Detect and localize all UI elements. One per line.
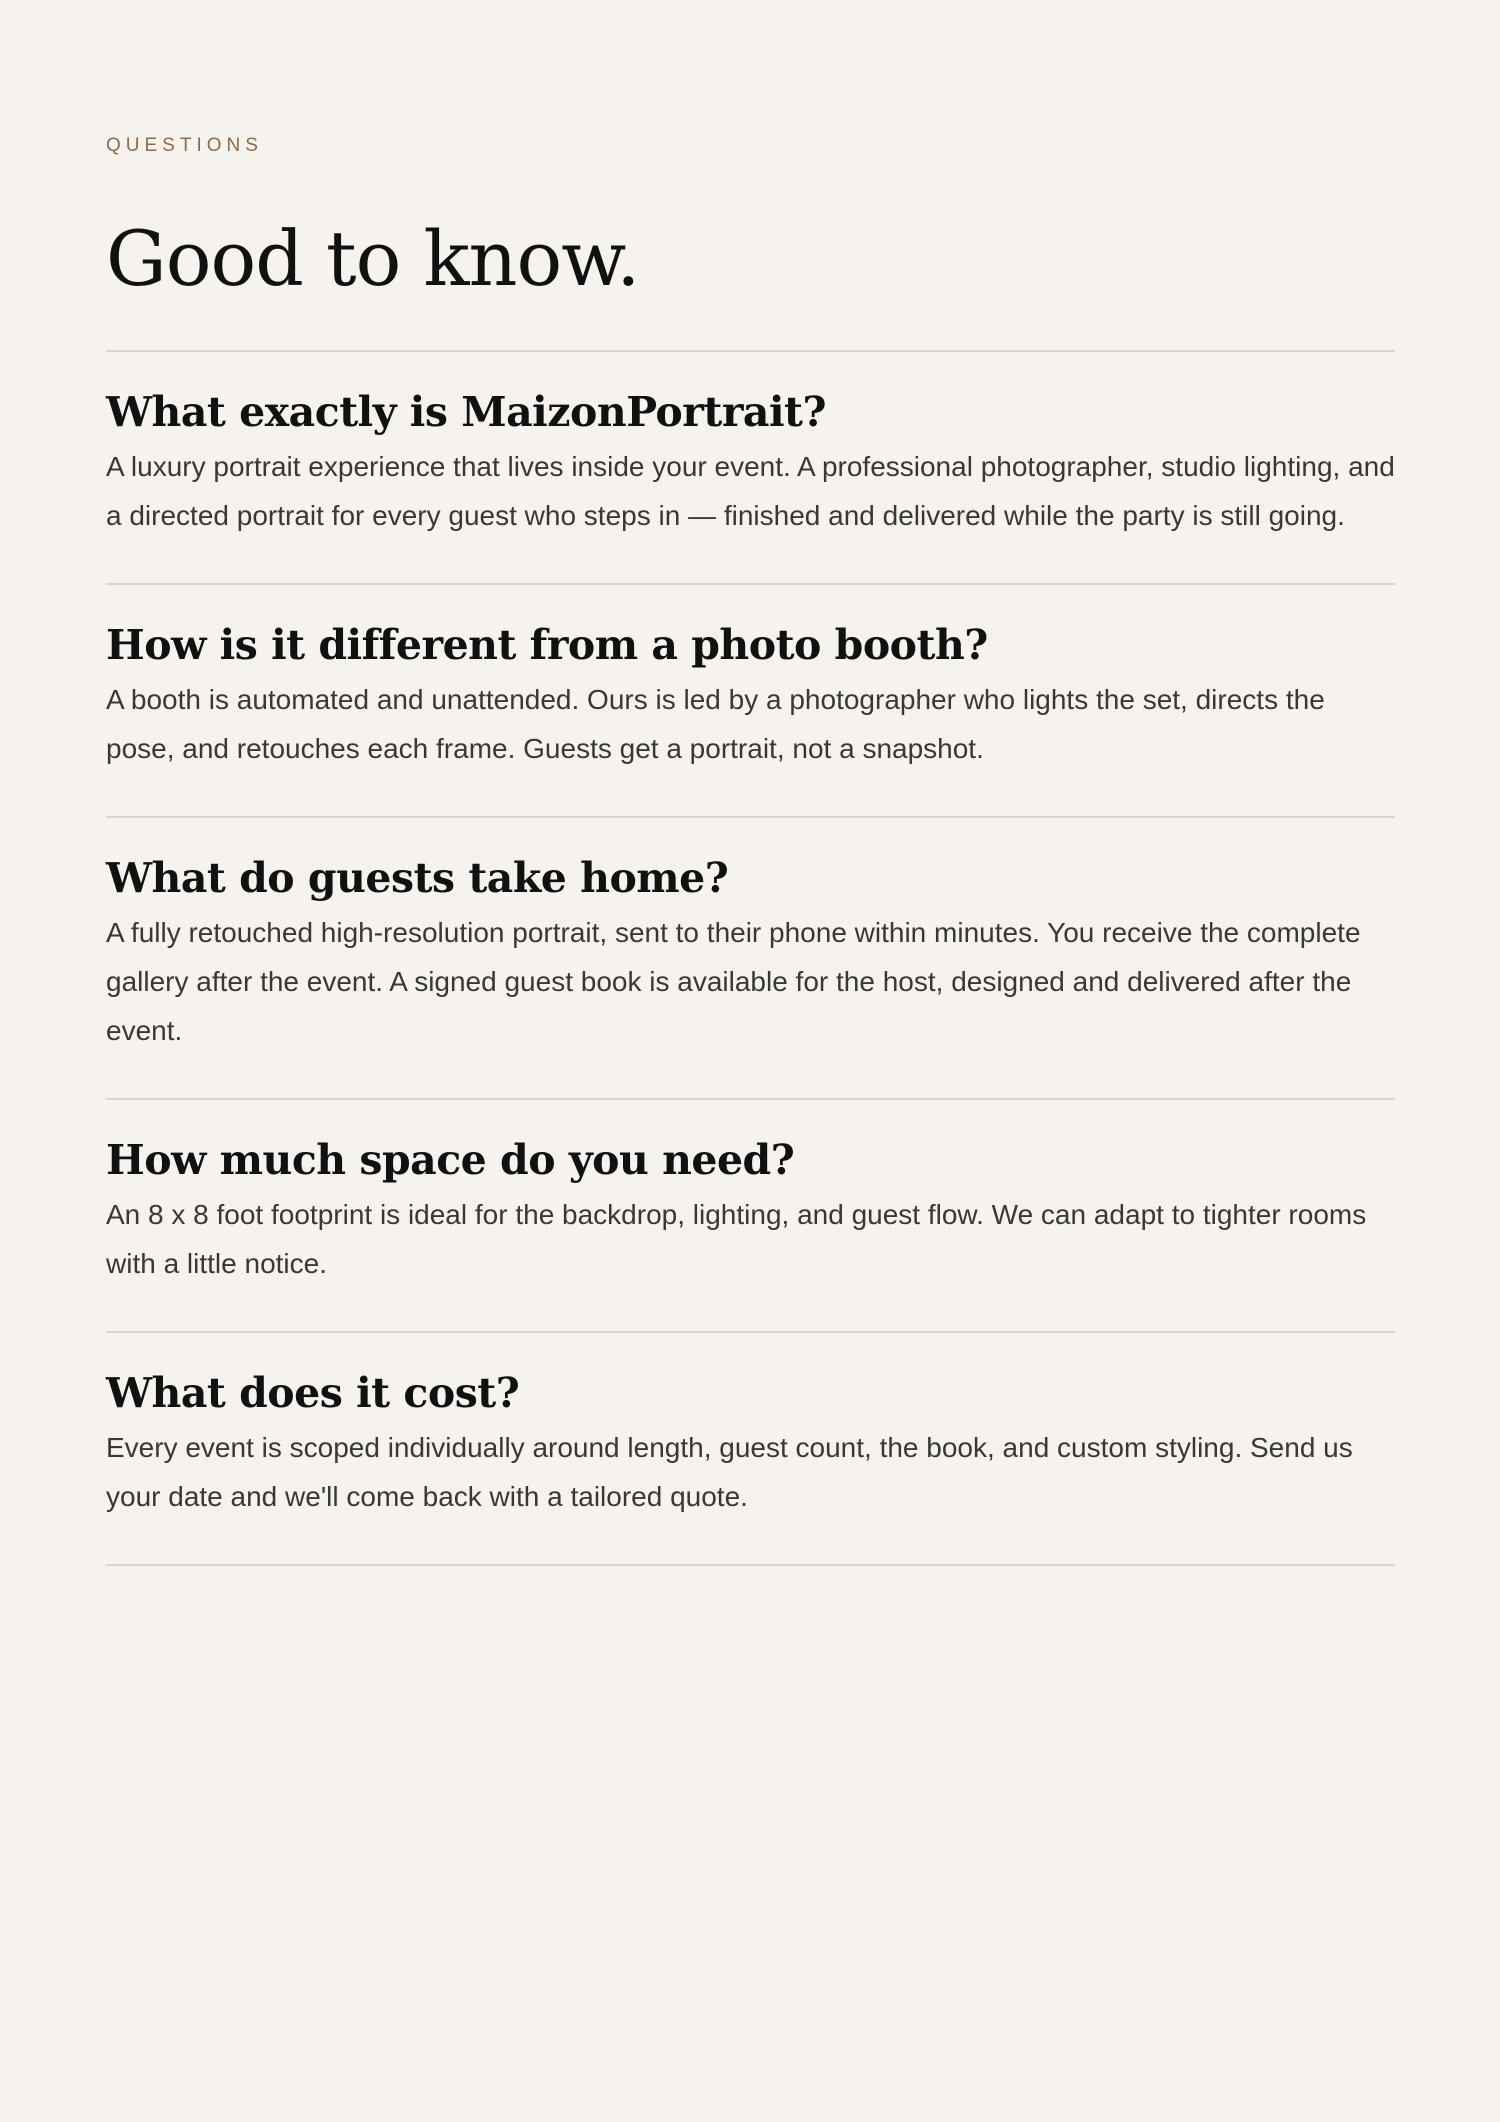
faq-answer: A luxury portrait experience that lives inside your event. A professional photographer, studio lighting, and a directed portrait for every guest who steps in — finished and delivered while the party is still going. [106,451,1395,531]
section-eyebrow: QUESTIONS [106,135,263,156]
faq-answer: An 8 x 8 foot footprint is ideal for the backdrop, lighting, and guest flow. We can adapt to tighter rooms with a little notice. [106,1199,1367,1279]
faq-answer: Every event is scoped individually around length, guest count, the book, and custom styling. Send us your date and we'll come back with a tailored quote. [106,1432,1353,1512]
faq-item [106,585,1395,818]
page-title: Good to know. [106,214,640,303]
faq-section [106,0,1395,1566]
faq-question: What exactly is MaizonPortrait? [106,388,827,436]
faq-question: What do guests take home? [106,854,729,902]
faq-item [106,352,1395,585]
faq-answer: A booth is automated and unattended. Ours is led by a photographer who lights the set, directs the pose, and retouches each frame. Guests get a portrait, not a snapshot. [106,684,1325,764]
faq-item [106,1100,1395,1333]
faq-question: How is it different from a photo booth? [106,621,988,669]
faq-item [106,818,1395,1100]
faq-item [106,1333,1395,1566]
faq-question: How much space do you need? [106,1136,795,1184]
faq-question: What does it cost? [106,1369,520,1417]
faq-answer: A fully retouched high-resolution portrait, sent to their phone within minutes. You receive the complete gallery after the event. A signed guest book is available for the host, designed and delivered after the event. [106,917,1361,1046]
faq-list [106,350,1395,1566]
